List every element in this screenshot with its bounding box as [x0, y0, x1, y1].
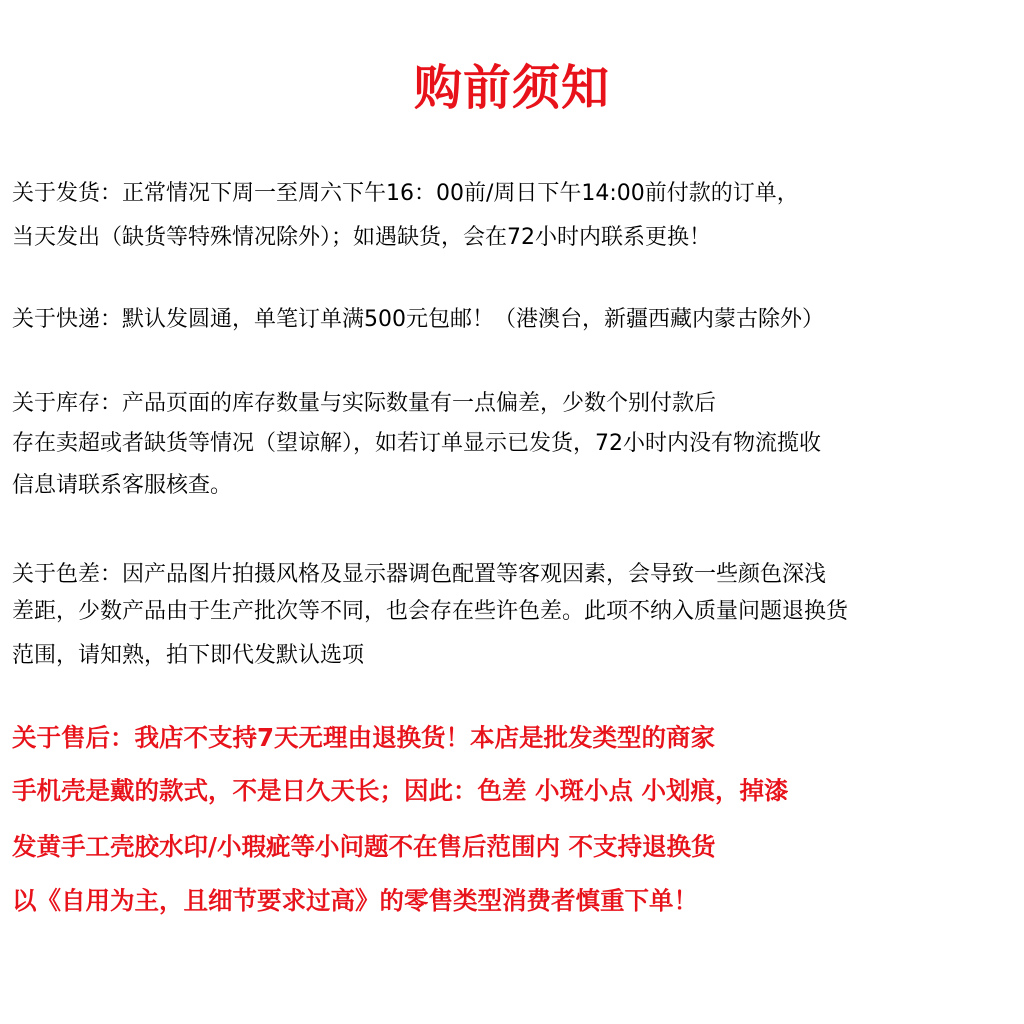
aftersales-notice-line-4: 以《自用为主，且细节要求过高》的零售类型消费者慎重下单！	[12, 886, 698, 915]
color-notice-line-2: 差距，少数产品由于生产批次等不同，也会存在些许色差。此项不纳入质量问题退换货	[12, 599, 849, 624]
shipping-notice-line-1: 关于发货：正常情况下周一至周六下午16：00前/周日下午14:00前付款的订单，	[12, 181, 799, 206]
aftersales-notice-line-2: 手机壳是戴的款式，不是日久天长；因此：色差 小斑小点 小划痕，掉漆	[12, 776, 789, 805]
color-notice-line-1: 关于色差：因产品图片拍摄风格及显示器调色配置等客观因素，会导致一些颜色深浅	[12, 562, 827, 587]
color-notice-line-3: 范围，请知熟，拍下即代发默认选项	[12, 643, 365, 668]
shipping-notice-line-2: 当天发出（缺货等特殊情况除外）；如遇缺货，会在72小时内联系更换！	[12, 225, 711, 250]
aftersales-notice-line-3: 发黄手工壳胶水印/小瑕疵等小问题不在售后范围内 不支持退换货	[12, 832, 716, 861]
courier-notice-line-1: 关于快递：默认发圆通，单笔订单满500元包邮！（港澳台，新疆西藏内蒙古除外）	[12, 307, 824, 332]
aftersales-notice-line-1: 关于售后：我店不支持7天无理由退换货！本店是批发类型的商家	[12, 723, 716, 752]
inventory-notice-line-1: 关于库存：产品页面的库存数量与实际数量有一点偏差，少数个别付款后	[12, 391, 717, 416]
page-title: 购前须知	[413, 60, 610, 116]
inventory-notice-line-3: 信息请联系客服核查。	[12, 473, 233, 498]
inventory-notice-line-2: 存在卖超或者缺货等情况（望谅解），如若订单显示已发货，72小时内没有物流揽收	[12, 431, 821, 456]
